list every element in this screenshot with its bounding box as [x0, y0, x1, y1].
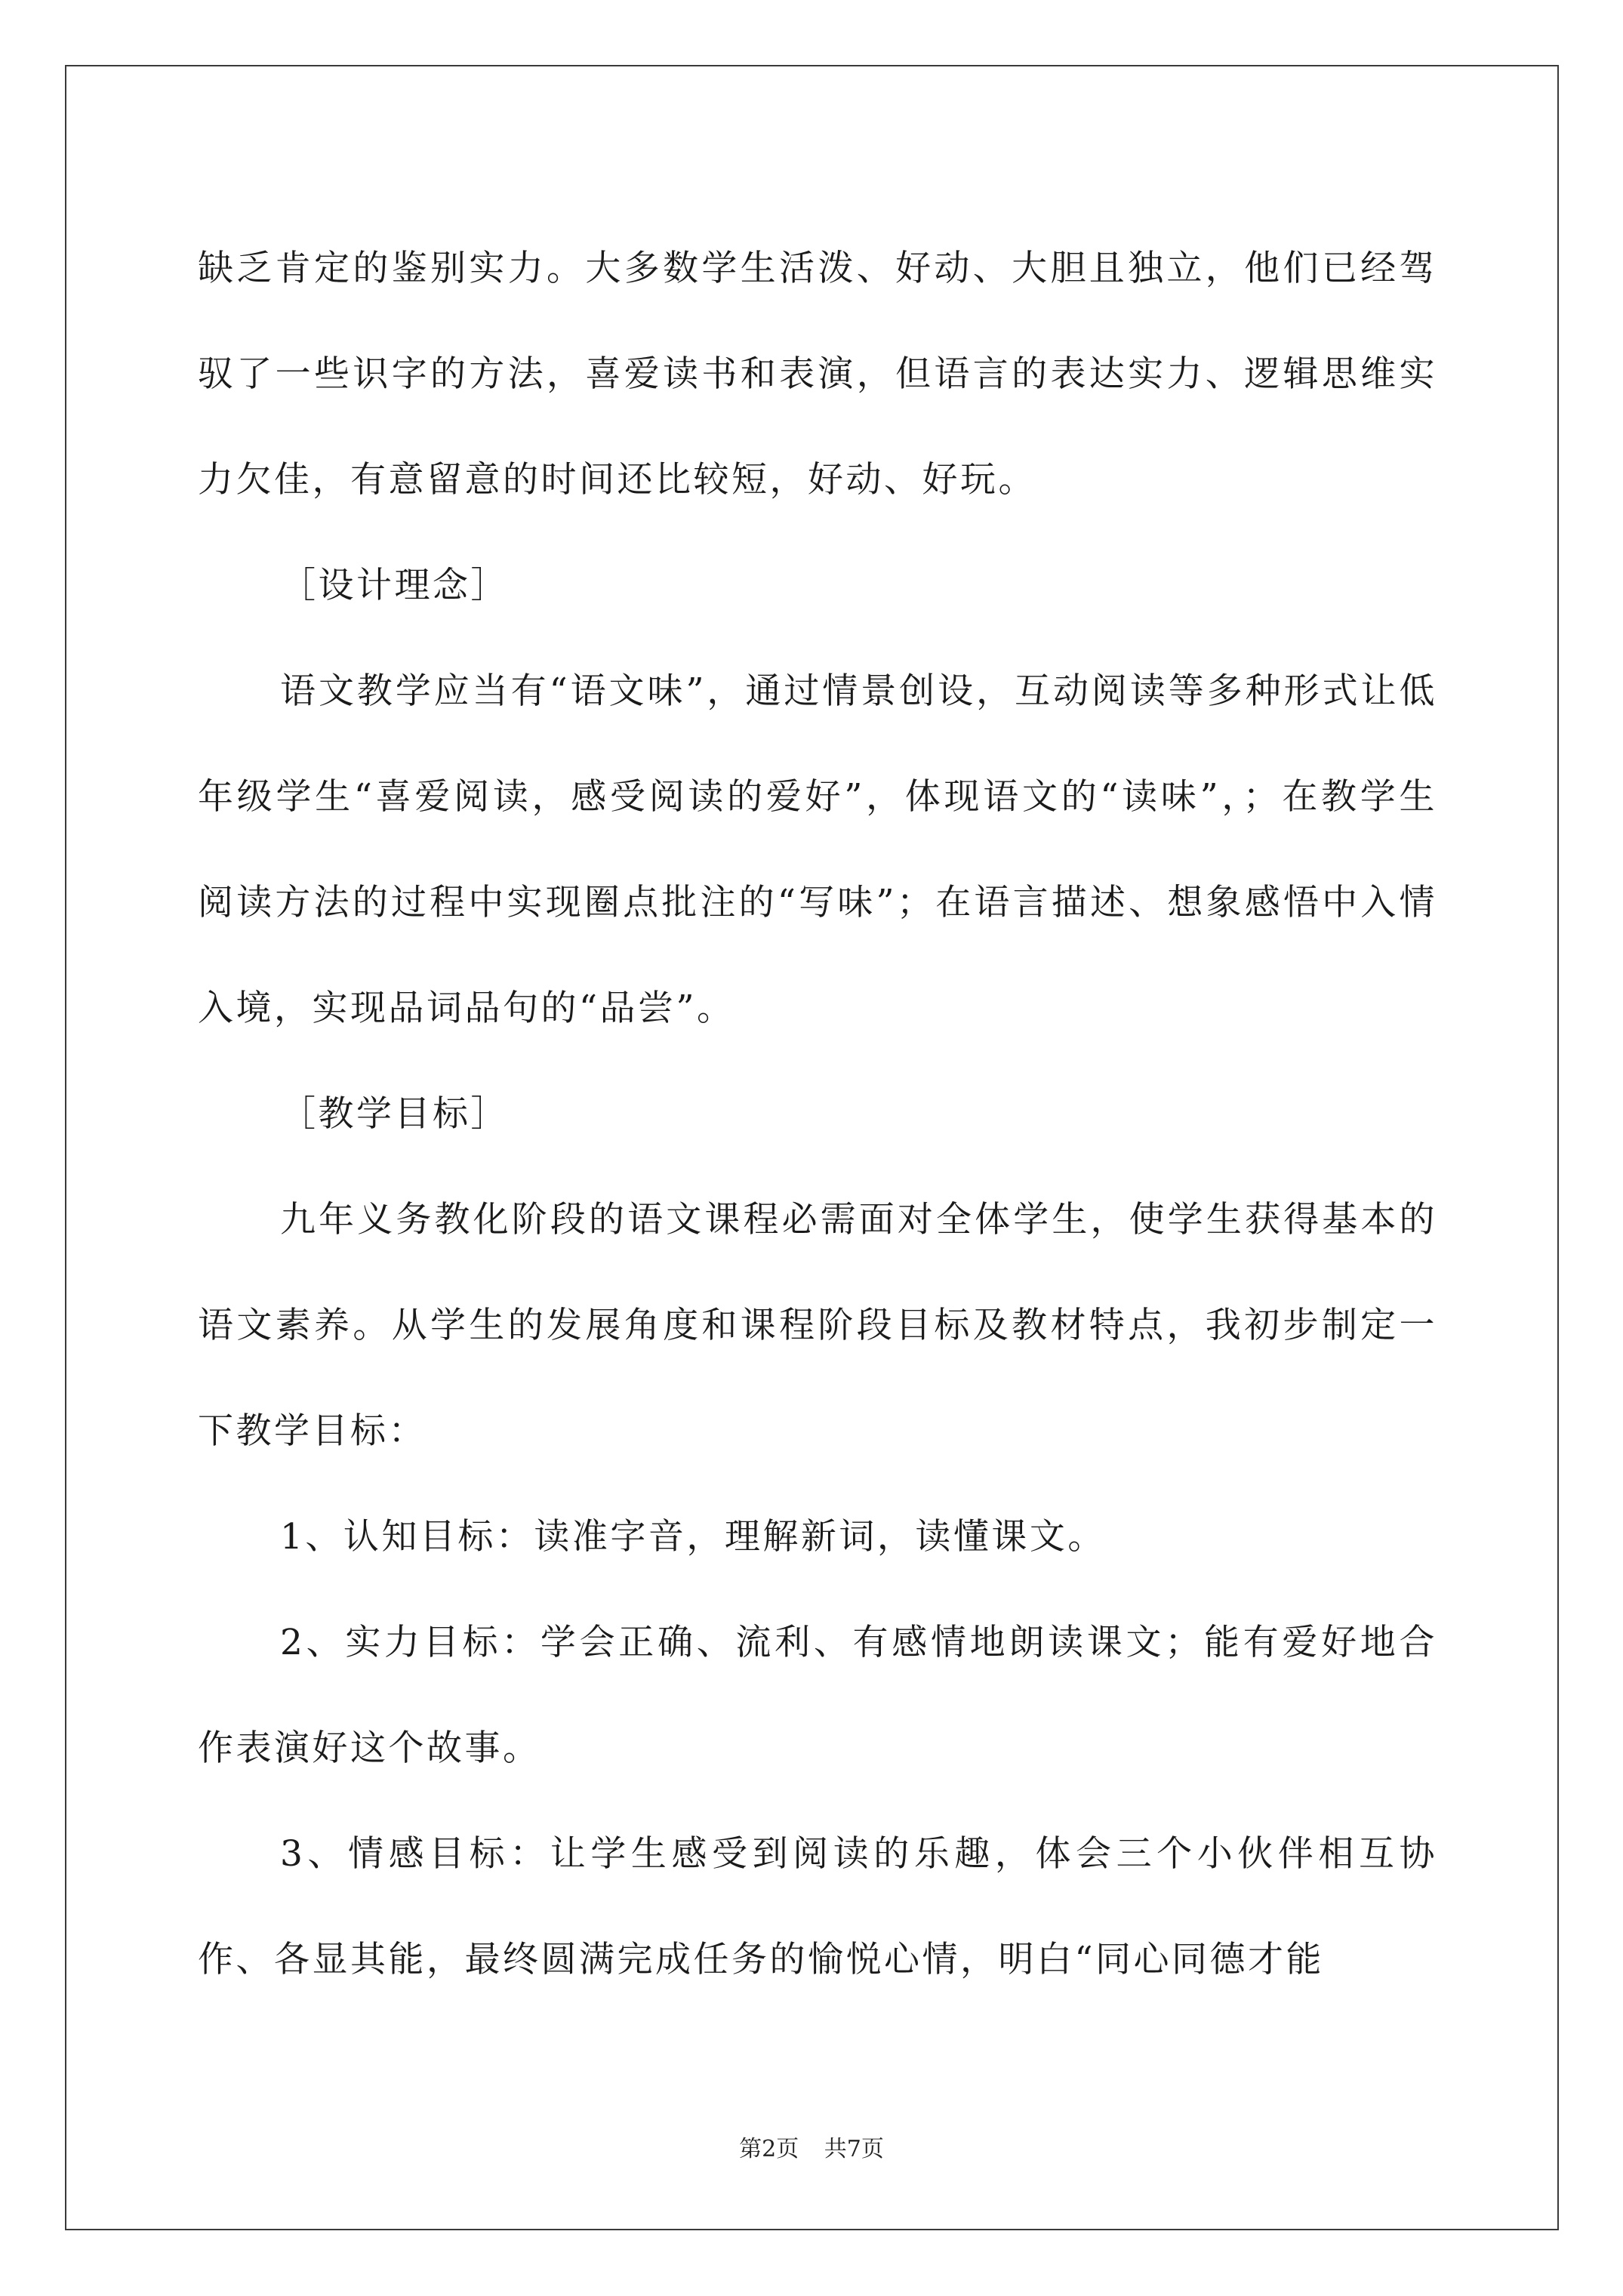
- goal-item-3: 3、情感目标：让学生感受到阅读的乐趣，体会三个小伙伴相互协作、各显其能，最终圆满完成任务的愉悦心情，明白“同心同德才能: [198, 1833, 1437, 1980]
- total-page-count: 共7页: [824, 2136, 884, 2162]
- goal-item-1: 1、认知目标：读准字音，理解新词，读懂课文。: [280, 1516, 1106, 1558]
- paragraph-3: 九年义务教化阶段的语文课程必需面对全体学生，使学生获得基本的语文素养。从学生的发展角度和课程阶段目标及教材特点，我初步制定一下教学目标：: [198, 1199, 1437, 1452]
- goal-item-2: 2、实力目标：学会正确、流利、有感情地朗读课文；能有爱好地合作表演好这个故事。: [198, 1622, 1437, 1769]
- current-page-number: 第2页: [739, 2136, 799, 2162]
- page-footer: [0, 2134, 1623, 2165]
- document-body: [198, 216, 1437, 2013]
- paragraph-1: 缺乏肯定的鉴别实力。大多数学生活泼、好动、大胆且独立，他们已经驾驭了一些识字的方法，喜爱读书和表演，但语言的表达实力、逻辑思维实力欠佳，有意留意的时间还比较短，好动、好玩。: [198, 248, 1437, 501]
- paragraph-2: 语文教学应当有“语文味”，通过情景创设，互动阅读等多种形式让低年级学生“喜爱阅读，感受阅读的爱好”，体现语文的“读味”，；在教学生阅读方法的过程中实现圈点批注的“写味”；在语言描述、想象感悟中入情入境，实现品词品句的“品尝”。: [198, 670, 1437, 1029]
- section-heading-teaching-goals: ［教学目标］: [280, 1093, 509, 1135]
- section-heading-design-concept: ［设计理念］: [280, 565, 509, 606]
